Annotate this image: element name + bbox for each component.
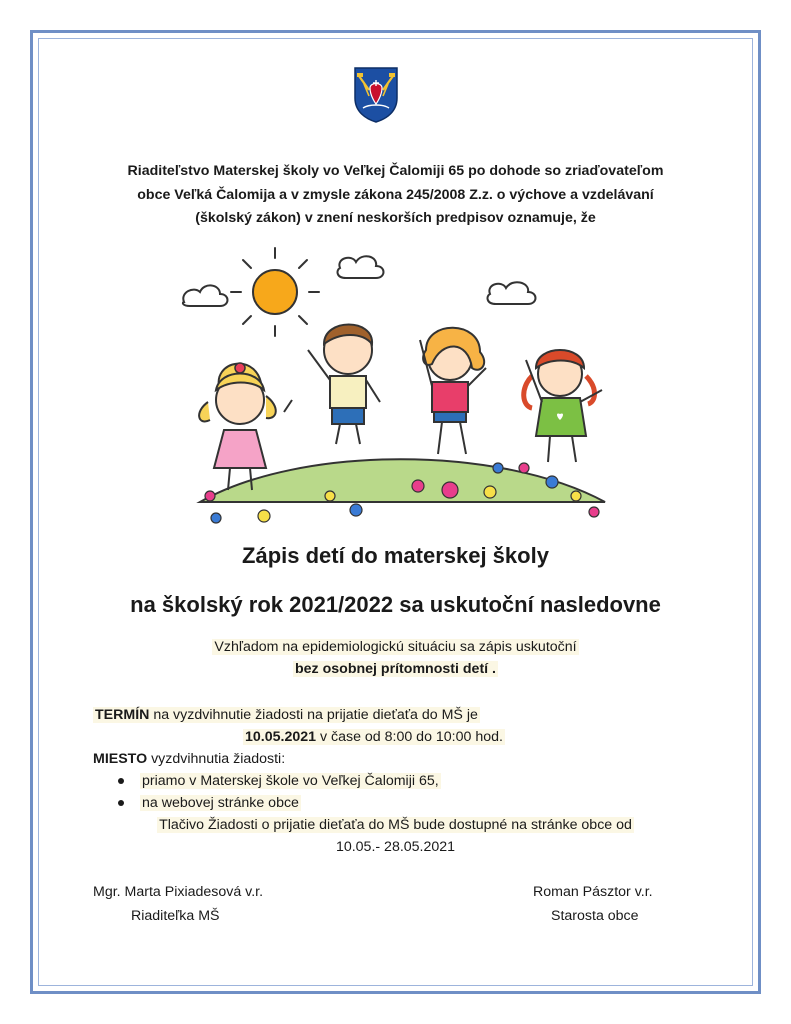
intro-paragraph [60, 160, 731, 231]
principal-role: Riaditeľka MŠ [131, 908, 220, 924]
bullet-item: na webovej stránke obce [93, 792, 713, 814]
term-time: v čase od 8:00 do 10:00 hod. [316, 729, 503, 745]
girl-red-hair-icon [524, 350, 602, 462]
subtitle: na školský rok 2021/2022 sa uskutoční nasledovne [130, 592, 661, 617]
mayor-name: Roman Pásztor v.r. [533, 884, 653, 900]
form-date-range: 10.05.- 28.05.2021 [335, 839, 456, 855]
signature-mayor [533, 880, 653, 928]
cloud-icon [183, 256, 536, 306]
form-availability-line: Tlačivo Žiadosti o prijatie dieťaťa do MŠ bude dostupné na stránke obce od [159, 817, 632, 833]
sun-icon [231, 248, 319, 336]
girl-ginger-icon [420, 328, 486, 454]
village-coat-of-arms-icon [353, 66, 399, 124]
place-text: vyzdvihnutia žiadosti: [147, 751, 286, 767]
epidemic-notice [60, 636, 731, 680]
term-text: na vyzdvihnutie žiadosti na prijatie dieťaťa do MŠ je [149, 707, 478, 723]
term-label: TERMÍN [95, 707, 150, 723]
signature-principal [93, 880, 263, 928]
boy-brown-hair-icon [308, 325, 380, 445]
main-title: Zápis detí do materskej školy [242, 543, 549, 568]
intro-line-1: Riaditeľstvo Materskej školy vo Veľkej Čalomiji 65 po dohode so zriaďovateľom [127, 163, 664, 179]
notice-line-2: bez osobnej prítomnosti detí . [295, 661, 496, 677]
jumping-children-illustration [180, 240, 620, 530]
girl-blonde-icon [199, 363, 292, 490]
term-date: 10.05.2021 [245, 729, 317, 745]
enrollment-details [93, 704, 713, 858]
bullet-item: priamo v Materskej škole vo Veľkej Čalomiji 65, [93, 770, 713, 792]
place-label: MIESTO [93, 751, 148, 767]
intro-line-2: obce Veľká Čalomija a v zmysle zákona 245/2008 Z.z. o výchove a vzdelávaní [137, 186, 654, 203]
intro-line-3: (školský zákon) v znení neskorších predpisov oznamuje, že [195, 210, 596, 226]
notice-line-1: Vzhľadom na epidemiologickú situáciu sa zápis uskutoční [214, 639, 577, 655]
principal-name: Mgr. Marta Pixiadesová v.r. [93, 884, 264, 900]
mayor-role: Starosta obce [551, 908, 639, 924]
